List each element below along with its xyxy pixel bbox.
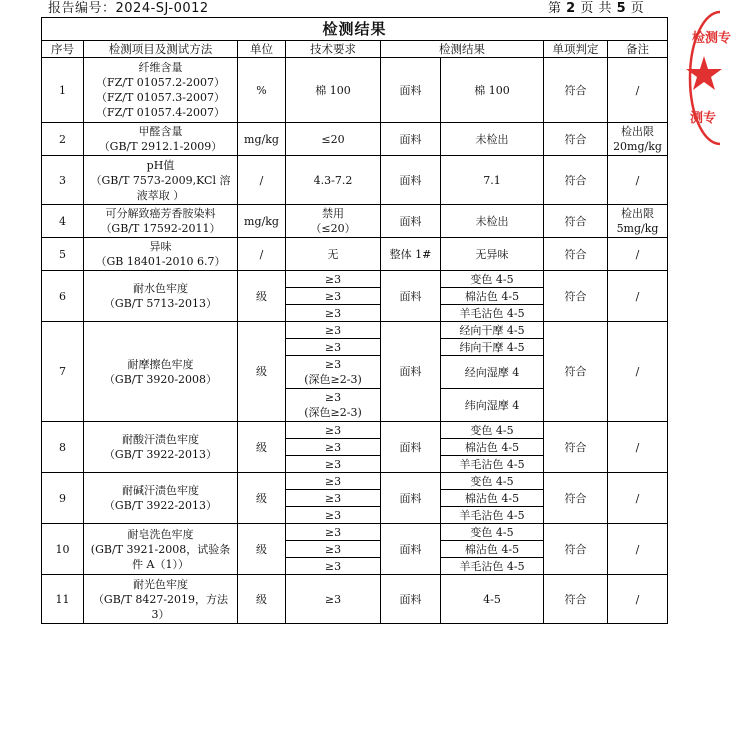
- unit: /: [238, 238, 286, 271]
- column-header-row: [42, 41, 668, 58]
- result-value: 未检出: [441, 123, 544, 156]
- judgement: 符合: [544, 123, 608, 156]
- page-current: 2: [566, 1, 576, 16]
- sample-part: 面料: [381, 422, 441, 473]
- requirement: ≥3 (深色≥2-3): [286, 356, 381, 389]
- note: /: [608, 524, 668, 575]
- table-row: [42, 58, 668, 123]
- col-header-requirement: 技术要求: [286, 41, 381, 58]
- judgement: 符合: [544, 524, 608, 575]
- test-item: 可分解致癌芳香胺染料 （GB/T 17592-2011）: [84, 205, 238, 238]
- test-item: 甲醛含量 （GB/T 2912.1-2009）: [84, 123, 238, 156]
- requirement: ≥3: [286, 507, 381, 524]
- note: /: [608, 156, 668, 205]
- requirement: ≥3: [286, 456, 381, 473]
- result-value: 棉 100: [441, 58, 544, 123]
- row-number: 3: [42, 156, 84, 205]
- col-header-unit: 单位: [238, 41, 286, 58]
- result-value: 羊毛沾色 4-5: [441, 456, 544, 473]
- table-row: [42, 524, 668, 541]
- test-item: 耐酸汗渍色牢度 （GB/T 3922-2013）: [84, 422, 238, 473]
- table-row: [42, 322, 668, 339]
- requirement: ≥3: [286, 524, 381, 541]
- unit: 级: [238, 524, 286, 575]
- judgement: 符合: [544, 58, 608, 123]
- note: /: [608, 322, 668, 422]
- col-header-result: 检测结果: [381, 41, 544, 58]
- judgement: 符合: [544, 422, 608, 473]
- note: /: [608, 575, 668, 624]
- sample-part: 面料: [381, 575, 441, 624]
- result-value: 未检出: [441, 205, 544, 238]
- requirement: ≥3: [286, 439, 381, 456]
- requirement: ≥3: [286, 490, 381, 507]
- unit: 级: [238, 322, 286, 422]
- test-item: 耐水色牢度 （GB/T 5713-2013）: [84, 271, 238, 322]
- result-value: 羊毛沾色 4-5: [441, 507, 544, 524]
- result-value: 羊毛沾色 4-5: [441, 305, 544, 322]
- judgement: 符合: [544, 238, 608, 271]
- results-table: [41, 17, 668, 624]
- judgement: 符合: [544, 575, 608, 624]
- result-value: 7.1: [441, 156, 544, 205]
- requirement: ≥3: [286, 271, 381, 288]
- requirement: 棉 100: [286, 58, 381, 123]
- note: 检出限 20mg/kg: [608, 123, 668, 156]
- page-total: 5: [616, 1, 627, 16]
- result-value: 变色 4-5: [441, 422, 544, 439]
- result-value: 棉沾色 4-5: [441, 439, 544, 456]
- unit: 级: [238, 575, 286, 624]
- table-row: [42, 422, 668, 439]
- result-value: 纬向干摩 4-5: [441, 339, 544, 356]
- note: /: [608, 271, 668, 322]
- row-number: 6: [42, 271, 84, 322]
- judgement: 符合: [544, 322, 608, 422]
- row-number: 5: [42, 238, 84, 271]
- unit: mg/kg: [238, 205, 286, 238]
- table-row: [42, 205, 668, 238]
- report-number: 报告编号：2024-SJ-0012: [48, 1, 209, 16]
- result-value: 经向干摩 4-5: [441, 322, 544, 339]
- unit: %: [238, 58, 286, 123]
- judgement: 符合: [544, 205, 608, 238]
- requirement: ≥3: [286, 558, 381, 575]
- inspection-seal: [686, 8, 746, 148]
- seal-text-bottom: 测专: [690, 111, 717, 126]
- unit: 级: [238, 422, 286, 473]
- result-value: 棉沾色 4-5: [441, 541, 544, 558]
- row-number: 4: [42, 205, 84, 238]
- row-number: 10: [42, 524, 84, 575]
- table-row: [42, 575, 668, 624]
- test-item: pH值 （GB/T 7573-2009,KCl 溶 液萃取 ）: [84, 156, 238, 205]
- requirement: ≥3: [286, 473, 381, 490]
- sample-part: 整体 1#: [381, 238, 441, 271]
- test-item: 异味 （GB 18401-2010 6.7）: [84, 238, 238, 271]
- result-value: 4-5: [441, 575, 544, 624]
- table-row: [42, 271, 668, 288]
- test-item: 耐碱汗渍色牢度 （GB/T 3922-2013）: [84, 473, 238, 524]
- note: 检出限 5mg/kg: [608, 205, 668, 238]
- result-value: 羊毛沾色 4-5: [441, 558, 544, 575]
- sample-part: 面料: [381, 123, 441, 156]
- requirement: ≥3: [286, 575, 381, 624]
- seal-graphic: [686, 8, 746, 148]
- requirement: 禁用 （≤20）: [286, 205, 381, 238]
- test-item: 耐摩擦色牢度 （GB/T 3920-2008）: [84, 322, 238, 422]
- sample-part: 面料: [381, 322, 441, 422]
- row-number: 9: [42, 473, 84, 524]
- unit: mg/kg: [238, 123, 286, 156]
- requirement: ≤20: [286, 123, 381, 156]
- col-header-note: 备注: [608, 41, 668, 58]
- requirement: 无: [286, 238, 381, 271]
- result-value: 棉沾色 4-5: [441, 490, 544, 507]
- requirement: ≥3: [286, 541, 381, 558]
- requirement: ≥3 (深色≥2-3): [286, 389, 381, 422]
- result-value: 变色 4-5: [441, 271, 544, 288]
- sample-part: 面料: [381, 271, 441, 322]
- note: /: [608, 422, 668, 473]
- sample-part: 面料: [381, 156, 441, 205]
- col-header-judgement: 单项判定: [544, 41, 608, 58]
- table-row: [42, 473, 668, 490]
- sample-part: 面料: [381, 473, 441, 524]
- result-value: 经向湿摩 4: [441, 356, 544, 389]
- seal-text-top: 检测专: [692, 31, 732, 46]
- row-number: 8: [42, 422, 84, 473]
- unit: 级: [238, 473, 286, 524]
- table-title: 检测结果: [42, 18, 668, 41]
- requirement: 4.3-7.2: [286, 156, 381, 205]
- col-header-no: 序号: [42, 41, 84, 58]
- requirement: ≥3: [286, 422, 381, 439]
- page-indicator: 第 2 页 共 5 页: [548, 1, 645, 16]
- requirement: ≥3: [286, 322, 381, 339]
- result-value: 变色 4-5: [441, 524, 544, 541]
- table-row: [42, 123, 668, 156]
- sample-part: 面料: [381, 58, 441, 123]
- sample-part: 面料: [381, 205, 441, 238]
- test-item: 耐皂洗色牢度 (GB/T 3921-2008，试验条 件 A（1））: [84, 524, 238, 575]
- requirement: ≥3: [286, 305, 381, 322]
- table-row: [42, 156, 668, 205]
- note: /: [608, 58, 668, 123]
- row-number: 2: [42, 123, 84, 156]
- judgement: 符合: [544, 271, 608, 322]
- row-number: 1: [42, 58, 84, 123]
- result-value: 棉沾色 4-5: [441, 288, 544, 305]
- result-value: 变色 4-5: [441, 473, 544, 490]
- col-header-item: 检测项目及测试方法: [84, 41, 238, 58]
- result-value: 纬向湿摩 4: [441, 389, 544, 422]
- unit: /: [238, 156, 286, 205]
- table-row: [42, 238, 668, 271]
- requirement: ≥3: [286, 288, 381, 305]
- unit: 级: [238, 271, 286, 322]
- row-number: 11: [42, 575, 84, 624]
- note: /: [608, 238, 668, 271]
- requirement: ≥3: [286, 339, 381, 356]
- judgement: 符合: [544, 156, 608, 205]
- test-item: 纤维含量 （FZ/T 01057.2-2007） （FZ/T 01057.3-2007） （FZ/T 01057.4-2007）: [84, 58, 238, 123]
- test-item: 耐光色牢度 （GB/T 8427-2019，方法 3）: [84, 575, 238, 624]
- sample-part: 面料: [381, 524, 441, 575]
- judgement: 符合: [544, 473, 608, 524]
- result-value: 无异味: [441, 238, 544, 271]
- note: /: [608, 473, 668, 524]
- row-number: 7: [42, 322, 84, 422]
